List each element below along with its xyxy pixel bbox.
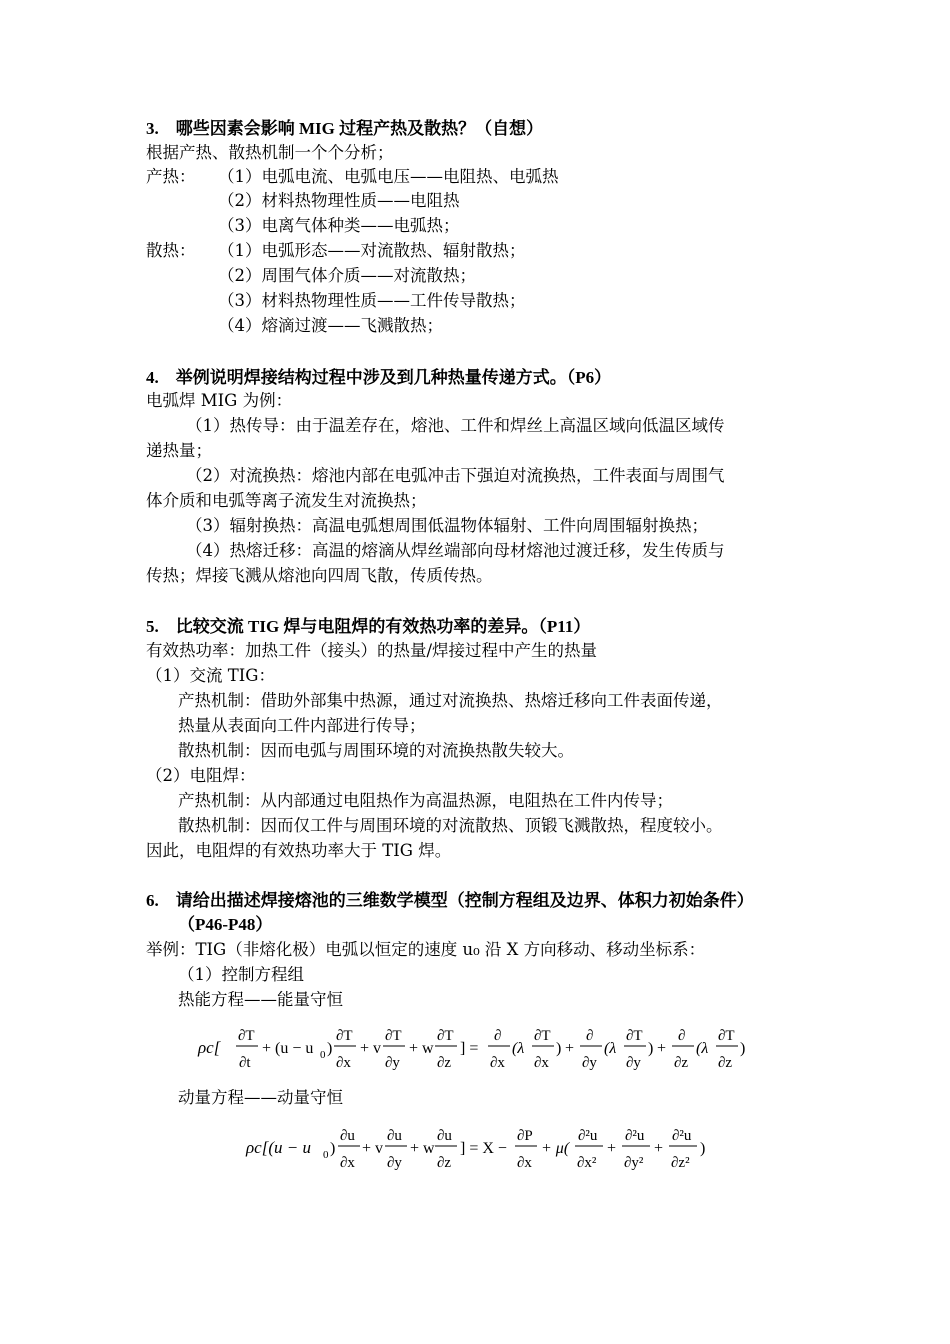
- q5-line: 有效热功率：加热工件（接头）的热量/焊接过程中产生的热量: [146, 641, 598, 660]
- eq-plus: +: [657, 1040, 667, 1057]
- q3-dissipate-item: （3）材料热物理性质——工件传导散热；: [218, 291, 526, 310]
- eq-du: ∂u: [387, 1128, 402, 1144]
- eq-plus: +: [607, 1140, 617, 1157]
- energy-equation: [196, 1018, 756, 1083]
- eq-dz: ∂z: [718, 1055, 733, 1071]
- q3-heat-item: （1）电弧电流、电弧电压——电阻热、电弧热: [218, 167, 559, 186]
- q5-line: 产热机制：借助外部集中热源，通过对流换热、热熔迁移向工件表面传递，: [178, 691, 723, 710]
- eq-dT: ∂T: [626, 1028, 643, 1044]
- q4-line: （1）热传导：由于温差存在，熔池、工件和焊丝上高温区域向低温区域传: [186, 416, 725, 435]
- eq-dT: ∂T: [238, 1028, 255, 1044]
- eq-dz: ∂z: [437, 1155, 452, 1171]
- eq-u-term: + (u − u: [262, 1040, 314, 1057]
- q5-line: 散热机制：因而仅工件与周围环境的对流散热、顶锻飞溅散热，程度较小。: [178, 816, 723, 835]
- eq-dT: ∂T: [336, 1028, 353, 1044]
- eq-d2u: ∂²u: [625, 1128, 645, 1144]
- q4-line: 递热量；: [146, 441, 212, 460]
- eq-close-paren: ): [330, 1140, 336, 1157]
- q6-sub1: （1）控制方程组: [178, 965, 304, 984]
- eq-dy2: ∂y²: [624, 1155, 644, 1171]
- momentum-eq-label: 动量方程——动量守恒: [178, 1088, 343, 1107]
- q3-heat-item: （2）材料热物理性质——电阻热: [218, 191, 460, 210]
- eq-rho-c: ρc[: [198, 1038, 221, 1057]
- eq-dT: ∂T: [437, 1028, 454, 1044]
- eq-dt: ∂t: [239, 1055, 251, 1071]
- q6-heading-cont: （P46-P48）: [178, 915, 273, 934]
- eq-close: ): [700, 1140, 706, 1157]
- q3-dissipate-label: 散热：: [146, 241, 196, 260]
- eq-dx: ∂x: [517, 1155, 532, 1171]
- eq-partial: ∂: [586, 1028, 594, 1044]
- eq-close: ): [740, 1040, 746, 1057]
- eq-dz2: ∂z²: [671, 1155, 690, 1171]
- eq-dP: ∂P: [517, 1128, 533, 1144]
- eq-dx: ∂x: [340, 1155, 355, 1171]
- q3-dissipate-item: （1）电弧形态——对流散热、辐射散热；: [218, 241, 526, 260]
- eq-dy: ∂y: [582, 1055, 597, 1071]
- eq-w-term: + w: [409, 1040, 434, 1057]
- eq-dz: ∂z: [437, 1055, 452, 1071]
- energy-eq-label: 热能方程——能量守恒: [178, 990, 343, 1009]
- eq-dx: ∂x: [336, 1055, 351, 1071]
- momentum-equation: [244, 1116, 714, 1183]
- q3-heat-label: 产热：: [146, 167, 196, 186]
- eq-du: ∂u: [340, 1128, 355, 1144]
- q4-line: （3）辐射换热：高温电弧想周围低温物体辐射、工件向周围辐射换热；: [186, 516, 708, 535]
- eq-dz: ∂z: [674, 1055, 689, 1071]
- eq-u0-sub: 0: [323, 1149, 329, 1161]
- eq-plus: +: [565, 1040, 575, 1057]
- eq-dy: ∂y: [385, 1055, 400, 1071]
- q3-heat-item: （3）电离气体种类——电弧热；: [218, 216, 460, 235]
- eq-partial: ∂: [494, 1028, 502, 1044]
- eq-dy: ∂y: [387, 1155, 402, 1171]
- eq-partial: ∂: [678, 1028, 686, 1044]
- eq-close: ): [648, 1040, 654, 1057]
- q3-dissipate-item: （2）周围气体介质——对流散热；: [218, 266, 476, 285]
- eq-dy: ∂y: [626, 1055, 641, 1071]
- eq-dx: ∂x: [534, 1055, 549, 1071]
- eq-lambda: (λ: [604, 1040, 617, 1057]
- eq-plus: +: [654, 1140, 664, 1157]
- eq-d2u: ∂²u: [578, 1128, 598, 1144]
- eq-close-paren: ): [327, 1040, 333, 1057]
- eq-rho-c: ρc[(u − u: [246, 1138, 311, 1157]
- q4-line: 体介质和电弧等离子流发生对流换热；: [146, 491, 427, 510]
- q6-heading: 6. 请给出描述焊接熔池的三维数学模型（控制方程组及边界、体积力初始条件）: [146, 891, 754, 910]
- eq-dT: ∂T: [534, 1028, 551, 1044]
- eq-v-term: + v: [360, 1040, 382, 1057]
- q4-intro: 电弧焊 MIG 为例：: [146, 391, 293, 410]
- q6-intro: 举例：TIG（非熔化极）电弧以恒定的速度 u₀ 沿 X 方向移动、移动坐标系：: [146, 940, 706, 959]
- q4-heading: 4. 举例说明焊接结构过程中涉及到几种热量传递方式。（P6）: [146, 368, 612, 387]
- q5-line: （2）电阻焊：: [146, 766, 256, 785]
- eq-du: ∂u: [437, 1128, 452, 1144]
- q4-line: （4）热熔迁移：高温的熔滴从焊丝端部向母材熔池过渡迁移，发生传质与: [186, 541, 725, 560]
- eq-dx2: ∂x²: [577, 1155, 597, 1171]
- eq-w-term: + w: [410, 1140, 435, 1157]
- q4-line: 传热；焊接飞溅从熔池向四周飞散，传质传热。: [146, 566, 493, 585]
- q5-line: （1）交流 TIG：: [146, 666, 275, 685]
- q5-line: 产热机制：从内部通过电阻热作为高温热源，电阻热在工件内传导；: [178, 791, 673, 810]
- q3-heading: 3. 哪些因素会影响 MIG 过程产热及散热？（自想）: [146, 119, 544, 138]
- q3-intro: 根据产热、散热机制一个个分析；: [146, 143, 394, 162]
- eq-lambda: (λ: [696, 1040, 709, 1057]
- eq-v-term: + v: [362, 1140, 384, 1157]
- eq-mu: + μ(: [541, 1140, 570, 1157]
- eq-close: ): [556, 1040, 562, 1057]
- q5-line: 因此，电阻焊的有效热功率大于 TIG 焊。: [146, 841, 452, 860]
- eq-u0-sub: 0: [320, 1049, 326, 1061]
- eq-equals-x: ] = X −: [460, 1140, 507, 1157]
- eq-d2u: ∂²u: [672, 1128, 692, 1144]
- eq-dT: ∂T: [718, 1028, 735, 1044]
- q5-heading: 5. 比较交流 TIG 焊与电阻焊的有效热功率的差异。（P11）: [146, 617, 591, 636]
- q4-line: （2）对流换热：熔池内部在电弧冲击下强迫对流换热，工件表面与周围气: [186, 466, 725, 485]
- eq-equals: ] =: [460, 1040, 479, 1057]
- q3-dissipate-item: （4）熔滴过渡——飞溅散热；: [218, 316, 443, 335]
- eq-dT: ∂T: [385, 1028, 402, 1044]
- eq-dx: ∂x: [490, 1055, 505, 1071]
- q5-line: 散热机制：因而电弧与周围环境的对流换热散失较大。: [178, 741, 574, 760]
- eq-lambda: (λ: [512, 1040, 525, 1057]
- q5-line: 热量从表面向工件内部进行传导；: [178, 716, 426, 735]
